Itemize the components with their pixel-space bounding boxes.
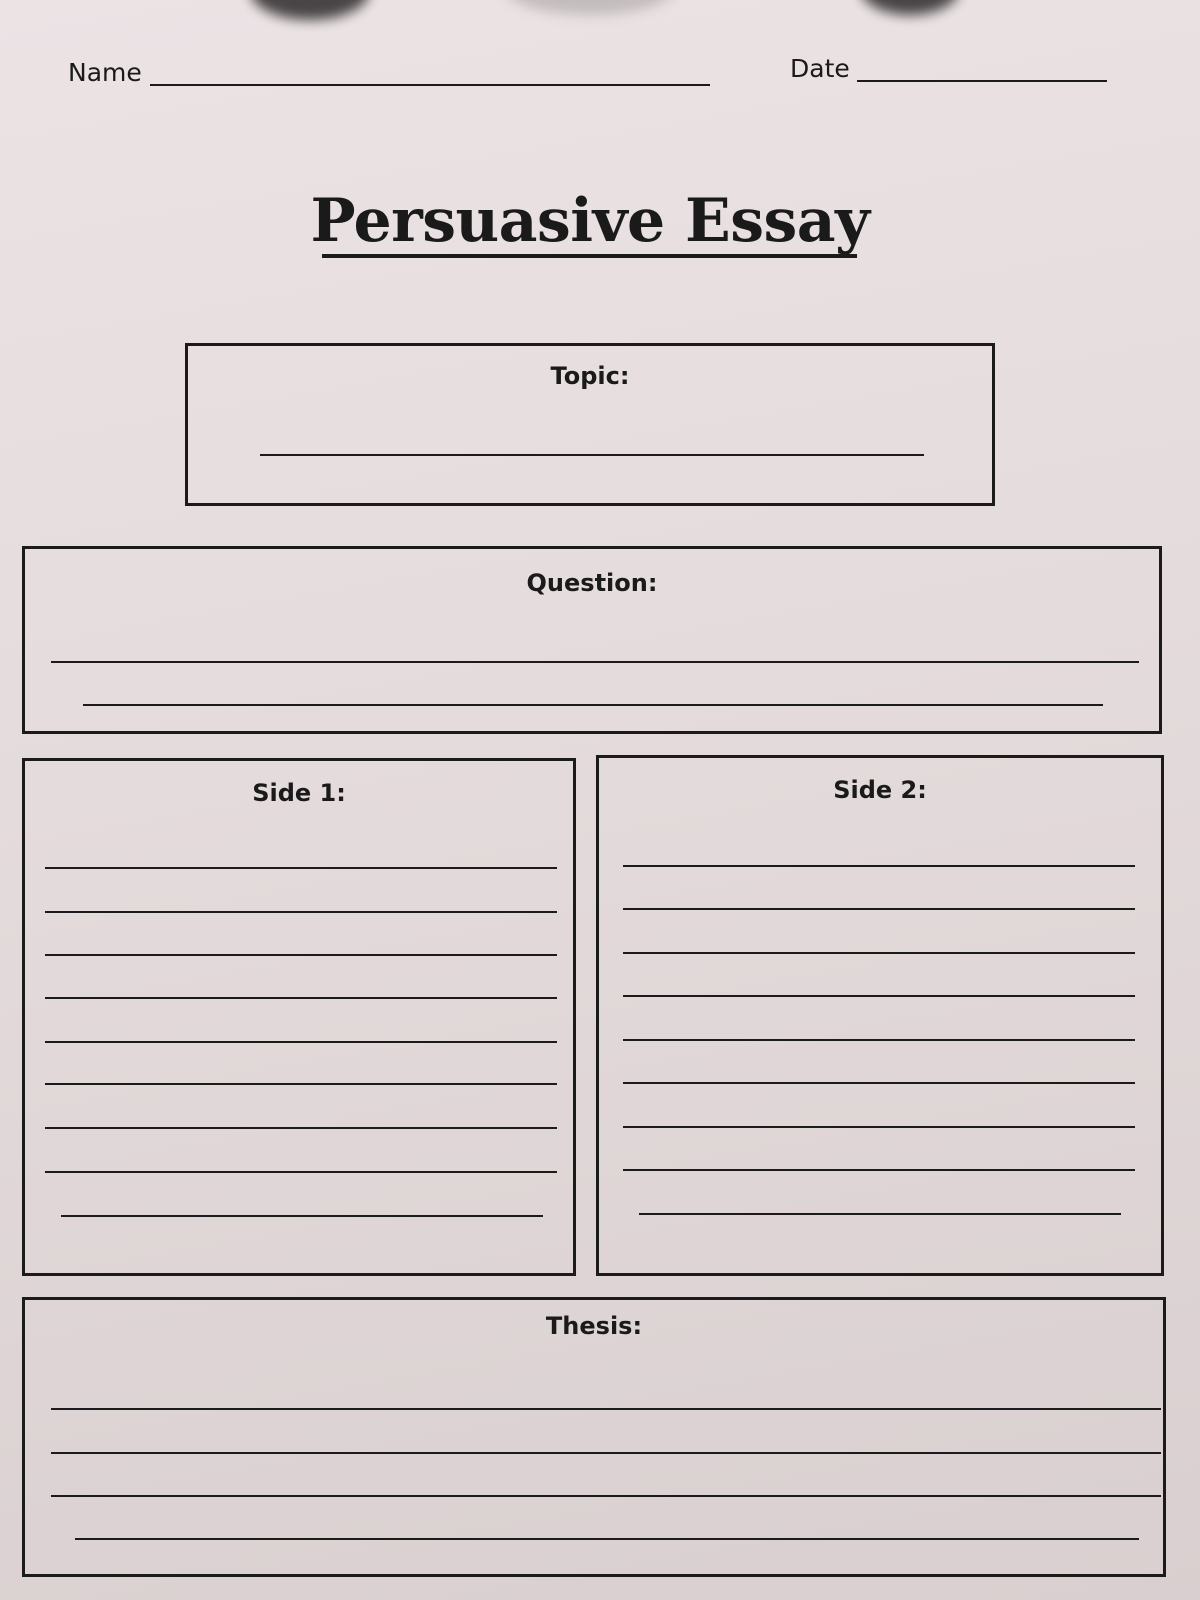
side1-write-line[interactable] — [45, 1041, 557, 1043]
thesis-write-line[interactable] — [51, 1408, 1161, 1410]
side2-write-line[interactable] — [623, 1126, 1135, 1128]
side1-write-line[interactable] — [45, 997, 557, 999]
thesis-label: Thesis: — [545, 1312, 643, 1340]
side1-label: Side 1: — [252, 779, 346, 807]
name-field[interactable] — [150, 84, 710, 86]
question-write-line[interactable] — [83, 704, 1103, 706]
topic-write-line[interactable] — [260, 454, 924, 456]
clip-shadow-center — [505, 0, 675, 15]
side2-write-line[interactable] — [623, 908, 1135, 910]
side1-write-line[interactable] — [45, 1083, 557, 1085]
side2-label: Side 2: — [833, 776, 927, 804]
name-label: Name — [68, 58, 142, 87]
question-write-line[interactable] — [51, 661, 1139, 663]
side1-write-line[interactable] — [45, 1127, 557, 1129]
side2-write-line[interactable] — [623, 865, 1135, 867]
thesis-box — [22, 1297, 1166, 1577]
date-field[interactable] — [857, 80, 1107, 82]
side1-box — [22, 758, 576, 1276]
side1-write-line[interactable] — [45, 954, 557, 956]
title-underline — [322, 254, 857, 258]
thesis-write-line[interactable] — [51, 1495, 1161, 1497]
thesis-write-line[interactable] — [51, 1452, 1161, 1454]
clip-shadow-right — [860, 0, 960, 15]
date-label: Date — [790, 54, 850, 83]
thesis-write-line[interactable] — [75, 1538, 1139, 1540]
side2-write-line[interactable] — [623, 952, 1135, 954]
side1-write-line[interactable] — [61, 1215, 543, 1217]
side1-write-line[interactable] — [45, 911, 557, 913]
question-label: Question: — [526, 569, 658, 597]
side2-box — [596, 755, 1164, 1276]
topic-box — [185, 343, 995, 506]
side2-write-line[interactable] — [623, 1039, 1135, 1041]
topic-label: Topic: — [550, 362, 630, 390]
side2-write-line[interactable] — [623, 1082, 1135, 1084]
side2-write-line[interactable] — [639, 1213, 1121, 1215]
side1-write-line[interactable] — [45, 1171, 557, 1173]
side2-write-line[interactable] — [623, 1169, 1135, 1171]
side1-write-line[interactable] — [45, 867, 557, 869]
side2-write-line[interactable] — [623, 995, 1135, 997]
question-box — [22, 546, 1162, 734]
page-title: Persuasive Essay — [310, 186, 870, 256]
clip-shadow-left — [250, 0, 370, 20]
